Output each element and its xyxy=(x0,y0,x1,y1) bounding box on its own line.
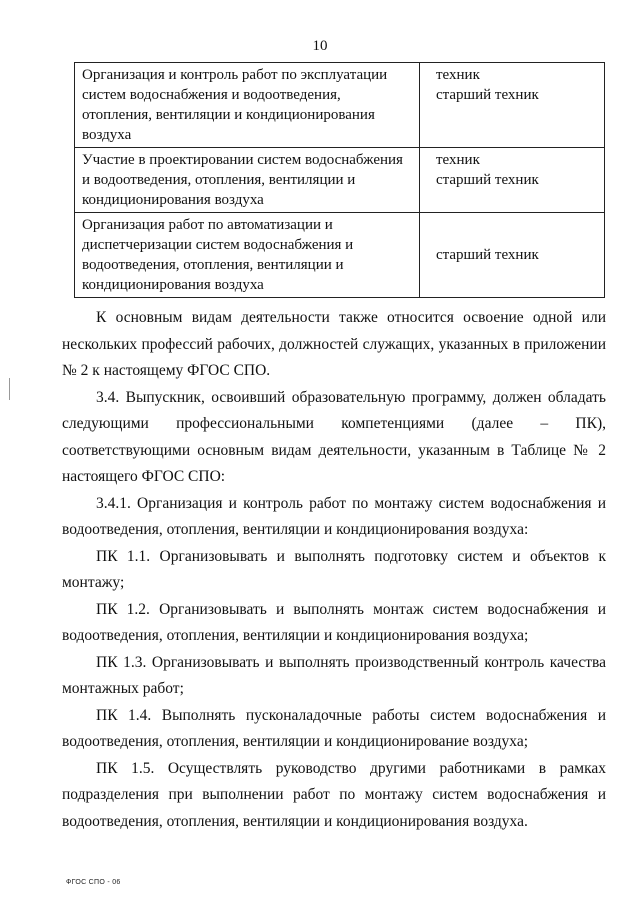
page-number: 10 xyxy=(312,38,328,54)
paragraph: ПК 1.2. Организовывать и выполнять монтаж систем водоснабжения и водоотведения, отопления, вентиляции и кондиционирования воздуха; xyxy=(62,600,606,644)
paragraph: 3.4. Выпускник, освоивший образовательную программу, должен обладать следующими профессиональными компетенциями (далее – ПК), соответствующими основным видам деятельности, указанным в Таблице № 2 настоящего ФГОС СПО: xyxy=(62,388,606,485)
qualification-label: техник xyxy=(436,67,480,83)
qualification-label: старший техник xyxy=(436,247,539,263)
qualification-label: техник xyxy=(436,152,480,168)
activity-cell: Организация и контроль работ по эксплуатации систем водоснабжения и водоотведения, отопления, вентиляции и кондиционирования воздуха xyxy=(75,63,420,148)
paragraph: ПК 1.3. Организовывать и выполнять производственный контроль качества монтажных работ; xyxy=(62,653,606,697)
activities-table xyxy=(74,62,605,298)
footer-code: ФГОС СПО - 06 xyxy=(66,879,121,886)
qualification-cell xyxy=(420,213,605,298)
activity-cell: Участие в проектировании систем водоснабжения и водоотведения, отопления, вентиляции и кондиционирования воздуха xyxy=(75,148,420,213)
paragraph: ПК 1.1. Организовывать и выполнять подготовку систем и объектов к монтажу; xyxy=(62,547,606,591)
paragraph: К основным видам деятельности также относится освоение одной или нескольких профессий рабочих, должностей служащих, указанных в приложении № 2 к настоящему ФГОС СПО. xyxy=(62,309,606,379)
table-row xyxy=(75,148,605,213)
paragraph: ПК 1.5. Осуществлять руководство другими работниками в рамках подразделения при выполнении работ по монтажу систем водоснабжения и водоотведения, отопления, вентиляции и кондиционирования воздуха. xyxy=(62,759,606,830)
paragraph: 3.4.1. Организация и контроль работ по монтажу систем водоснабжения и водоотведения, отопления, вентиляции и кондиционирования воздуха: xyxy=(62,494,606,538)
qualification-label: старший техник xyxy=(436,172,539,188)
table-row xyxy=(75,213,605,298)
body-text xyxy=(62,305,606,835)
margin-mark xyxy=(9,378,10,400)
qualification-cell xyxy=(420,63,605,148)
qualification-cell xyxy=(420,148,605,213)
qualification-label: старший техник xyxy=(436,87,539,103)
paragraph: ПК 1.4. Выполнять пусконаладочные работы систем водоснабжения и водоотведения, отопления, вентиляции и кондиционирование воздуха; xyxy=(62,706,606,750)
activity-cell: Организация работ по автоматизации и диспетчеризации систем водоснабжения и водоотведения, отопления, вентиляции и кондиционирования воздуха xyxy=(75,213,420,298)
table-row xyxy=(75,63,605,148)
